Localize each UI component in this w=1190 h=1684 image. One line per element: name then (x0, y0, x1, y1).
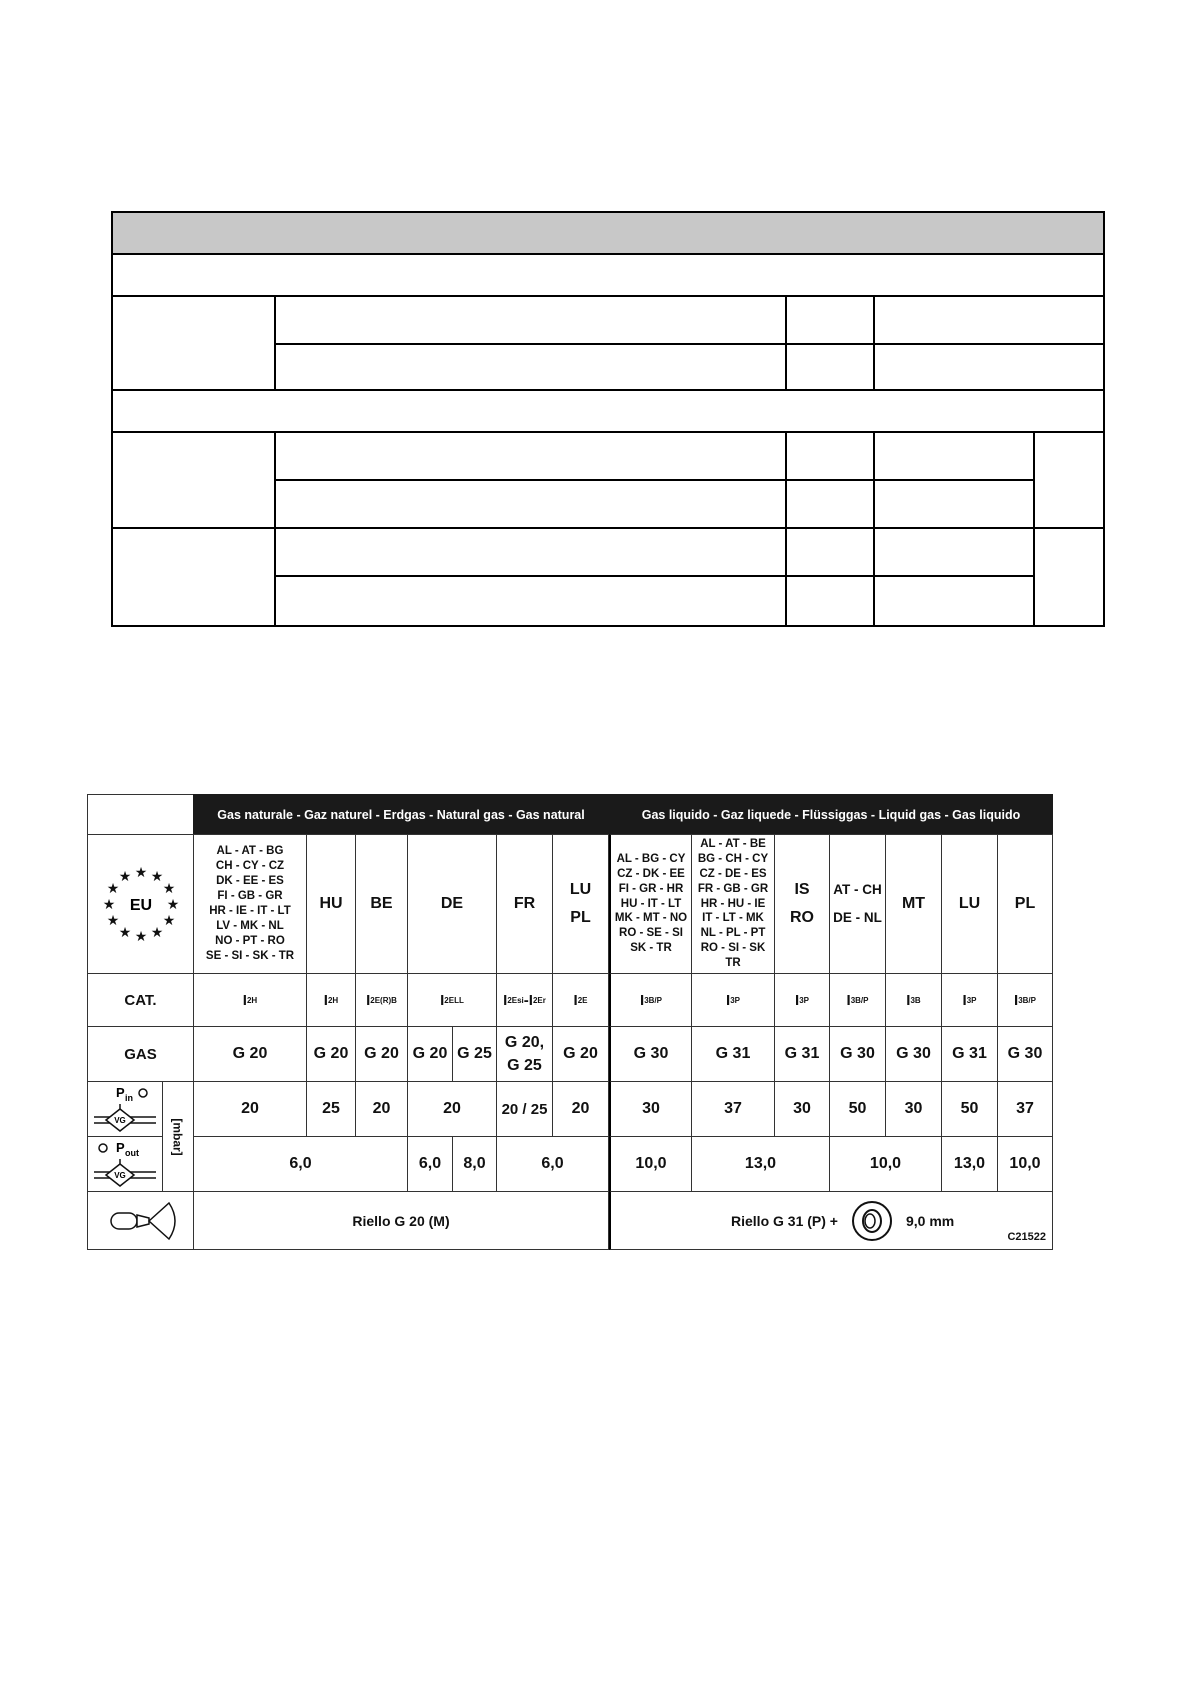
cat-cell: I 2E (552, 973, 609, 1027)
eu-flag-cell (87, 834, 194, 974)
pin-cell: 50 (829, 1081, 886, 1137)
cat-cell: I 3B/P (997, 973, 1053, 1027)
cat-cell: I 2ELL (407, 973, 497, 1027)
pout-cell: 8,0 (452, 1136, 497, 1192)
gas-valve-inlet-icon (90, 1084, 160, 1134)
form-table-cell (274, 575, 787, 627)
cat-cell: I 2E(R)B (355, 973, 408, 1027)
nozzle-label-cell (87, 1191, 194, 1250)
svg-text:★: ★ (134, 865, 147, 881)
cat-cell: I 3B (885, 973, 942, 1027)
form-table-cell (873, 575, 1035, 627)
form-table-section-2 (111, 389, 1105, 433)
form-table-label-cell (111, 527, 276, 627)
gas-cell: G 20 (355, 1026, 408, 1082)
svg-text:★: ★ (106, 913, 119, 929)
country-be: BE (355, 834, 408, 974)
gas-label: GAS (87, 1026, 194, 1082)
form-table-label-cell (111, 295, 276, 391)
cat-label: CAT. (87, 973, 194, 1027)
nozzle-liquid: Riello G 31 (P) + 9,0 mm C21522 (609, 1191, 1053, 1250)
form-table-label-cell (111, 431, 276, 529)
pout-cell: 10,0 (997, 1136, 1053, 1192)
svg-text:VG: VG (114, 1171, 126, 1180)
country-hu: HU (306, 834, 356, 974)
eu-stars-icon (99, 862, 183, 946)
country-list-liquid-1: AL - BG - CY CZ - DK - EE FI - GR - HR HU - IT - LT MK - MT - NO RO - SE - SI SK - TR (609, 834, 692, 974)
form-table-cell (785, 295, 875, 345)
form-table-cell (785, 431, 875, 481)
cat-cell: I 3B/P (829, 973, 886, 1027)
gas-cell: G 20 (552, 1026, 609, 1082)
country-pl: PL (997, 834, 1053, 974)
form-table-cell (274, 527, 787, 577)
form-table-cell (785, 479, 875, 529)
pin-cell: 20 / 25 (496, 1081, 553, 1137)
form-table-cell (1033, 527, 1105, 627)
pout-cell: 10,0 (829, 1136, 942, 1192)
gas-category-table (87, 794, 1053, 1250)
gas-cell: G 25 (452, 1026, 497, 1082)
svg-text:★: ★ (150, 869, 163, 885)
cat-cell: I 3P (691, 973, 775, 1027)
pin-cell: 30 (885, 1081, 942, 1137)
gas-cell: G 31 (774, 1026, 830, 1082)
country-de: DE (407, 834, 497, 974)
gas-cell: G 30 (997, 1026, 1053, 1082)
gas-cell: G 20 (193, 1026, 307, 1082)
pin-cell: 20 (355, 1081, 408, 1137)
cat-cell: I 3P (774, 973, 830, 1027)
svg-text:★: ★ (118, 869, 131, 885)
svg-text:★: ★ (166, 897, 179, 913)
form-table-cell (274, 295, 787, 345)
eu-label: EU (129, 897, 152, 914)
country-fr: FR (496, 834, 553, 974)
form-table-cell (785, 575, 875, 627)
pout-cell: 10,0 (609, 1136, 692, 1192)
form-table-cell (274, 343, 787, 391)
form-table-cell (873, 479, 1035, 529)
form-table-section-1 (111, 253, 1105, 297)
pout-label-cell (87, 1136, 163, 1192)
form-table-cell (274, 431, 787, 481)
country-list-natural-eu: AL - AT - BG CH - CY - CZ DK - EE - ES FI - GB - GR HR - IE - IT - LT LV - MK - NL NO - PT - RO SE - SI - SK - TR (193, 834, 307, 974)
cat-cell: I 2Esi -I 2Er (496, 973, 553, 1027)
gas-cell: G 31 (691, 1026, 775, 1082)
form-table-cell (873, 295, 1105, 345)
washer-icon (850, 1199, 894, 1243)
svg-text:★: ★ (102, 897, 115, 913)
svg-text:★: ★ (162, 881, 175, 897)
country-lu: LU (941, 834, 998, 974)
pin-cell: 20 (552, 1081, 609, 1137)
pin-cell: 50 (941, 1081, 998, 1137)
form-table-cell (785, 527, 875, 577)
pout-cell: 6,0 (496, 1136, 609, 1192)
form-table-cell (873, 343, 1105, 391)
pin-cell: 37 (997, 1081, 1053, 1137)
svg-text:★: ★ (150, 925, 163, 941)
svg-text:out: out (125, 1148, 139, 1158)
unit-label: [mbar] (162, 1081, 194, 1192)
nozzle-natural: Riello G 20 (M) (193, 1191, 609, 1250)
country-at-ch-de-nl: AT - CH DE - NL (829, 834, 886, 974)
figure-code: C21522 (1007, 1231, 1046, 1243)
pin-cell: 25 (306, 1081, 356, 1137)
svg-text:★: ★ (134, 929, 147, 945)
form-table-cell (873, 527, 1035, 577)
form-table (111, 211, 1105, 627)
header-blank-cell (87, 794, 194, 835)
svg-text:P: P (116, 1140, 125, 1155)
pout-cell: 6,0 (193, 1136, 408, 1192)
gas-cell: G 20 (407, 1026, 453, 1082)
form-table-cell (274, 479, 787, 529)
svg-text:in: in (125, 1093, 133, 1103)
gas-valve-outlet-icon (90, 1139, 160, 1189)
gas-cell: G 20, G 25 (496, 1026, 553, 1082)
svg-text:★: ★ (162, 913, 175, 929)
pin-cell: 37 (691, 1081, 775, 1137)
cat-cell: I 2H (306, 973, 356, 1027)
svg-text:VG: VG (114, 1116, 126, 1125)
pin-cell: 20 (407, 1081, 497, 1137)
pout-cell: 13,0 (691, 1136, 830, 1192)
form-table-header (111, 211, 1105, 255)
country-mt: MT (885, 834, 942, 974)
burner-nozzle-icon (101, 1198, 181, 1244)
pout-cell: 6,0 (407, 1136, 453, 1192)
country-is-ro: IS RO (774, 834, 830, 974)
gas-cell: G 31 (941, 1026, 998, 1082)
cat-cell: I 3P (941, 973, 998, 1027)
form-table-cell (873, 431, 1035, 481)
pin-cell: 30 (609, 1081, 692, 1137)
country-lu-pl: LU PL (552, 834, 609, 974)
cat-cell: I 2H (193, 973, 307, 1027)
cat-cell: I 3B/P (609, 973, 692, 1027)
form-table-cell (1033, 431, 1105, 529)
gas-cell: G 20 (306, 1026, 356, 1082)
pout-cell: 13,0 (941, 1136, 998, 1192)
svg-text:★: ★ (106, 881, 119, 897)
country-list-liquid-2: AL - AT - BE BG - CH - CY CZ - DE - ES FR - GB - GR HR - HU - IE IT - LT - MK NL - PL - PT RO - SI - SK TR (691, 834, 775, 974)
liquid-gas-header: Gas liquido - Gaz liquede - Flüssiggas - Liquid gas - Gas liquido (609, 794, 1053, 835)
natural-gas-header: Gas naturale - Gaz naturel - Erdgas - Natural gas - Gas natural (193, 794, 609, 835)
pin-label-cell (87, 1081, 163, 1137)
gas-cell: G 30 (829, 1026, 886, 1082)
svg-text:P: P (116, 1085, 125, 1100)
gas-cell: G 30 (885, 1026, 942, 1082)
pin-cell: 30 (774, 1081, 830, 1137)
form-table-cell (785, 343, 875, 391)
svg-text:★: ★ (118, 925, 131, 941)
gas-cell: G 30 (609, 1026, 692, 1082)
pin-cell: 20 (193, 1081, 307, 1137)
